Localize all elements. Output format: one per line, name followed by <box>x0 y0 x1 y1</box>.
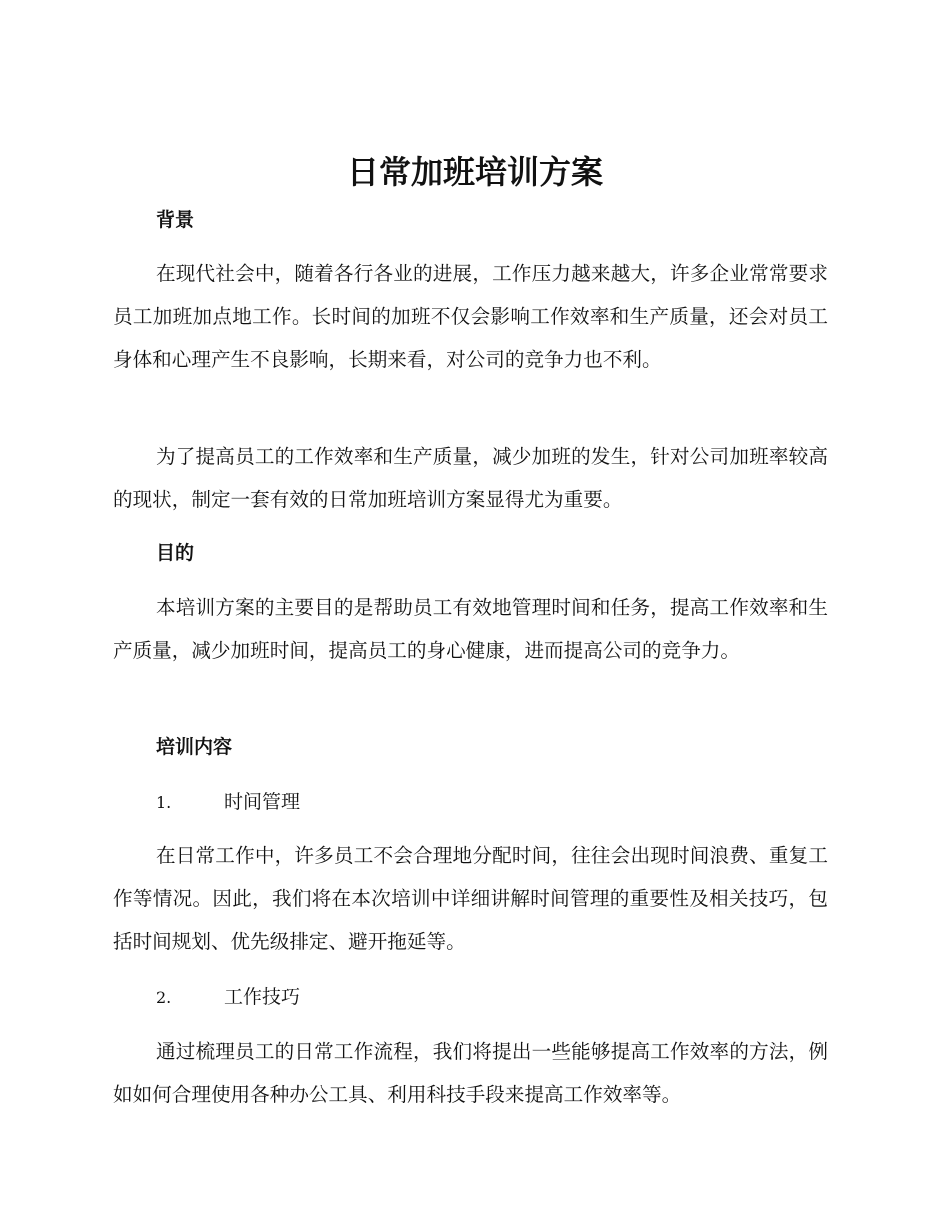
section-heading-background: 背景 <box>156 209 195 231</box>
list-item-title: 时间管理 <box>224 791 301 813</box>
work-skills-paragraph: 通过梳理员工的日常工作流程，我们将提出一些能够提高工作效率的方法，例如如何合理使用各种办公工具、利用科技手段来提高工作效率等。 <box>113 1040 828 1106</box>
time-management-paragraph: 在日常工作中，许多员工不会合理地分配时间，往往会出现时间浪费、重复工作等情况。因此，我们将在本次培训中详细讲解时间管理的重要性及相关技巧，包括时间规划、优先级排定、避开拖延等。 <box>113 844 828 953</box>
document-title: 日常加班培训方案 <box>346 153 603 191</box>
list-item-work-skills <box>156 983 300 1012</box>
section-heading-purpose: 目的 <box>156 542 195 564</box>
background-paragraph-1: 在现代社会中，随着各行各业的进展，工作压力越来越大，许多企业常常要求员工加班加点地工作。长时间的加班不仅会影响工作效率和生产质量，还会对员工身体和心理产生不良影响，长期来看，对公司的竞争力也不利。 <box>113 262 828 371</box>
list-item-number: 2. <box>156 988 172 1007</box>
background-paragraph-2: 为了提高员工的工作效率和生产质量，减少加班的发生，针对公司加班率较高的现状，制定一套有效的日常加班培训方案显得尤为重要。 <box>113 445 828 511</box>
list-item-number: 1. <box>156 793 172 812</box>
purpose-paragraph: 本培训方案的主要目的是帮助员工有效地管理时间和任务，提高工作效率和生产质量，减少加班时间，提高员工的身心健康，进而提高公司的竞争力。 <box>113 596 828 662</box>
list-item-title: 工作技巧 <box>224 986 301 1008</box>
list-item-time-management <box>156 788 300 817</box>
section-heading-training-content: 培训内容 <box>156 736 233 758</box>
